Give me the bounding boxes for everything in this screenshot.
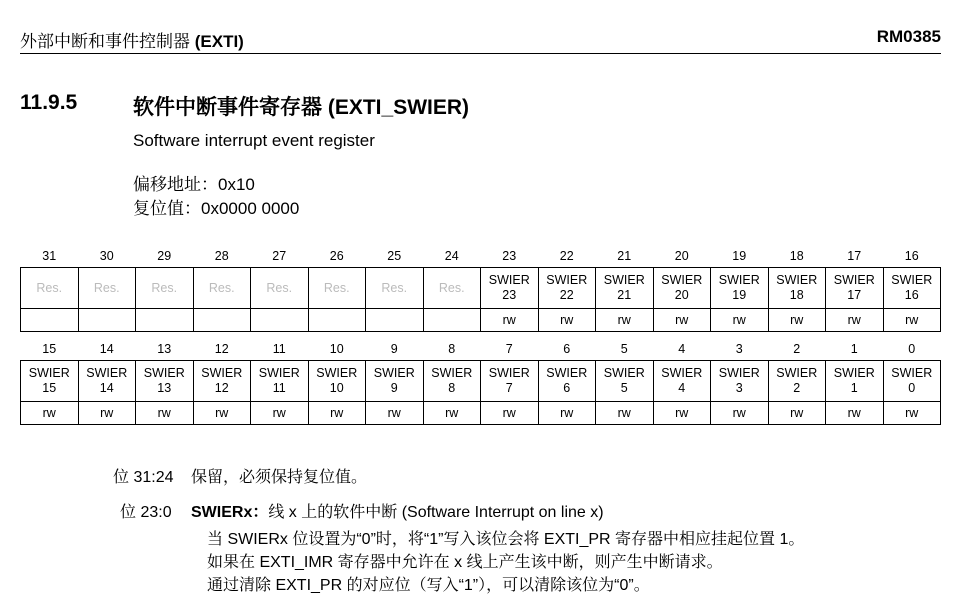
bit-field-name: SWIER bbox=[431, 366, 473, 380]
bit-field-index: 22 bbox=[559, 288, 574, 302]
bit-field-index: 11 bbox=[272, 381, 286, 395]
detail-line: 如果在 EXTI_IMR 寄存器中允许在 x 线上产生该中断，则产生中断请求。 bbox=[207, 554, 723, 571]
bit-number: 29 bbox=[157, 248, 172, 263]
access-type: rw bbox=[826, 402, 884, 425]
bit-field-cell bbox=[538, 268, 596, 309]
access-type bbox=[193, 309, 251, 332]
access-row bbox=[21, 309, 941, 332]
bit-field-name: Res. bbox=[381, 280, 408, 295]
bit-number: 12 bbox=[214, 341, 229, 356]
bit-field-cell bbox=[596, 268, 654, 309]
header-title bbox=[20, 27, 244, 52]
bit-field-name: Res. bbox=[438, 280, 465, 295]
access-type: rw bbox=[768, 309, 826, 332]
bit-number: 4 bbox=[678, 341, 686, 356]
bit-field-cell bbox=[193, 268, 251, 309]
access-type bbox=[21, 309, 79, 332]
bit-field-name: SWIER bbox=[488, 273, 530, 287]
bit-field-name: SWIER bbox=[891, 273, 933, 287]
detail-line: 通过清除 EXTI_PR 的对应位（写入“1”），可以清除该位为“0”。 bbox=[207, 577, 650, 594]
bit-number: 30 bbox=[99, 248, 114, 263]
bit-number: 9 bbox=[390, 341, 398, 356]
bit-field-name: Res. bbox=[151, 280, 178, 295]
access-row bbox=[21, 402, 941, 425]
access-type: rw bbox=[366, 402, 424, 425]
access-type: rw bbox=[883, 402, 941, 425]
bit-field-cell bbox=[768, 361, 826, 402]
access-type: rw bbox=[423, 402, 481, 425]
section-subtitle: Software interrupt event register bbox=[133, 131, 375, 150]
bit-field-index: 0 bbox=[908, 381, 916, 395]
bit-field-index: 13 bbox=[157, 381, 172, 395]
field-name-swierx: SWIERx： bbox=[191, 504, 269, 521]
doc-id: RM0385 bbox=[876, 27, 941, 46]
bit-field-name: SWIER bbox=[373, 366, 415, 380]
bit-number: 31 bbox=[42, 248, 57, 263]
bit-number: 23 bbox=[502, 248, 517, 263]
bit-field-name: Res. bbox=[93, 280, 120, 295]
bit-field-cell bbox=[78, 361, 136, 402]
header-title-code: (EXTI) bbox=[194, 32, 244, 51]
bit-field-index: 6 bbox=[563, 381, 571, 395]
bit-field-cell bbox=[366, 361, 424, 402]
bit-field-cell bbox=[21, 361, 79, 402]
access-type bbox=[308, 309, 366, 332]
field-bits-31-24: 位 31:24 bbox=[113, 469, 174, 486]
bit-field-name: Res. bbox=[323, 280, 350, 295]
bit-number: 26 bbox=[329, 248, 344, 263]
bit-field-index: 2 bbox=[793, 381, 801, 395]
bit-field-name: SWIER bbox=[316, 366, 358, 380]
access-type bbox=[251, 309, 309, 332]
bit-field-cell bbox=[423, 361, 481, 402]
bit-number: 24 bbox=[444, 248, 459, 263]
access-type: rw bbox=[193, 402, 251, 425]
bit-field-name: Res. bbox=[266, 280, 293, 295]
bit-field-cell bbox=[136, 361, 194, 402]
bit-field-index: 7 bbox=[505, 381, 513, 395]
reset-value: 复位值：0x0000 0000 bbox=[133, 199, 300, 218]
bit-field-cell bbox=[251, 268, 309, 309]
bit-field-cell bbox=[711, 268, 769, 309]
bit-number: 8 bbox=[448, 341, 456, 356]
section-title-code: (EXTI_SWIER) bbox=[327, 96, 470, 119]
bit-field-index: 14 bbox=[99, 381, 114, 395]
bit-field-cell bbox=[883, 361, 941, 402]
bit-field-cell bbox=[481, 268, 539, 309]
access-type bbox=[366, 309, 424, 332]
bit-field-index: 8 bbox=[448, 381, 456, 395]
bit-number: 17 bbox=[847, 248, 862, 263]
access-type: rw bbox=[78, 402, 136, 425]
bit-field-cell bbox=[653, 361, 711, 402]
access-type: rw bbox=[711, 402, 769, 425]
field-desc-23-0 bbox=[191, 499, 604, 522]
detail-line: 当 SWIERx 位设置为“0”时，将“1”写入该位会将 EXTI_PR 寄存器中相应挂起位置 1。 bbox=[207, 531, 805, 548]
bit-number: 20 bbox=[674, 248, 689, 263]
bit-number: 7 bbox=[505, 341, 513, 356]
access-type: rw bbox=[308, 402, 366, 425]
access-type: rw bbox=[596, 402, 654, 425]
bit-number: 0 bbox=[908, 341, 916, 356]
bit-field-name: SWIER bbox=[833, 273, 875, 287]
bit-field-name: SWIER bbox=[776, 273, 818, 287]
bit-number: 25 bbox=[387, 248, 402, 263]
access-type: rw bbox=[596, 309, 654, 332]
access-type: rw bbox=[481, 402, 539, 425]
bit-field-name: SWIER bbox=[546, 273, 588, 287]
bit-field-name: SWIER bbox=[546, 366, 588, 380]
bit-field-name: SWIER bbox=[718, 366, 760, 380]
field-name-row bbox=[21, 268, 941, 309]
register-table-upper bbox=[20, 245, 941, 332]
access-type: rw bbox=[883, 309, 941, 332]
bit-number: 10 bbox=[329, 341, 344, 356]
access-type bbox=[136, 309, 194, 332]
bit-number: 14 bbox=[99, 341, 114, 356]
field-name-row bbox=[21, 361, 941, 402]
bit-field-index: 12 bbox=[214, 381, 229, 395]
bit-number: 21 bbox=[617, 248, 632, 263]
bit-field-name: SWIER bbox=[258, 366, 300, 380]
header-divider bbox=[20, 53, 941, 54]
bit-field-cell bbox=[423, 268, 481, 309]
bit-number-row bbox=[21, 338, 941, 361]
bit-field-cell bbox=[78, 268, 136, 309]
bit-field-index: 3 bbox=[735, 381, 743, 395]
access-type: rw bbox=[538, 309, 596, 332]
bit-field-name: Res. bbox=[208, 280, 235, 295]
bit-field-name: SWIER bbox=[833, 366, 875, 380]
bit-field-cell bbox=[826, 268, 884, 309]
bit-number: 19 bbox=[732, 248, 747, 263]
access-type: rw bbox=[826, 309, 884, 332]
bit-field-cell bbox=[711, 361, 769, 402]
access-type: rw bbox=[136, 402, 194, 425]
bit-field-index: 17 bbox=[847, 288, 862, 302]
access-type: rw bbox=[538, 402, 596, 425]
access-type: rw bbox=[653, 402, 711, 425]
section-title-cn: 软件中断事件寄存器 bbox=[133, 96, 322, 119]
bit-field-cell bbox=[596, 361, 654, 402]
bit-field-name: SWIER bbox=[718, 273, 760, 287]
bit-field-name: SWIER bbox=[661, 366, 703, 380]
bit-field-index: 10 bbox=[329, 381, 344, 395]
offset-address: 偏移地址：0x10 bbox=[133, 175, 255, 194]
bit-number: 1 bbox=[850, 341, 858, 356]
bit-field-name: SWIER bbox=[603, 273, 645, 287]
access-type: rw bbox=[653, 309, 711, 332]
bit-field-name: SWIER bbox=[776, 366, 818, 380]
bit-field-name: SWIER bbox=[661, 273, 703, 287]
bit-number: 15 bbox=[42, 341, 57, 356]
section-title bbox=[133, 91, 469, 121]
bit-field-index: 23 bbox=[502, 288, 517, 302]
bit-field-cell bbox=[308, 361, 366, 402]
bit-field-cell bbox=[308, 268, 366, 309]
bit-number: 11 bbox=[272, 341, 286, 356]
bit-field-name: SWIER bbox=[143, 366, 185, 380]
bit-field-cell bbox=[481, 361, 539, 402]
bit-field-index: 5 bbox=[620, 381, 628, 395]
bit-field-cell bbox=[193, 361, 251, 402]
bit-number: 6 bbox=[563, 341, 571, 356]
access-type bbox=[78, 309, 136, 332]
field-summary: 线 x 上的软件中断 (Software Interrupt on line x) bbox=[268, 504, 604, 521]
bit-number: 3 bbox=[735, 341, 743, 356]
bit-field-cell bbox=[826, 361, 884, 402]
bit-number: 28 bbox=[214, 248, 229, 263]
header-title-cn: 外部中断和事件控制器 bbox=[20, 32, 190, 51]
bit-field-cell bbox=[768, 268, 826, 309]
bit-field-cell bbox=[538, 361, 596, 402]
bit-field-cell bbox=[21, 268, 79, 309]
bit-field-index: 19 bbox=[732, 288, 747, 302]
access-type bbox=[423, 309, 481, 332]
bit-number: 27 bbox=[272, 248, 287, 263]
bit-field-name: SWIER bbox=[86, 366, 128, 380]
bit-number: 2 bbox=[793, 341, 801, 356]
bit-field-name: SWIER bbox=[201, 366, 243, 380]
access-type: rw bbox=[481, 309, 539, 332]
bit-field-index: 21 bbox=[617, 288, 632, 302]
register-table-lower bbox=[20, 338, 941, 425]
bit-field-name: SWIER bbox=[603, 366, 645, 380]
field-desc-31-24: 保留，必须保持复位值。 bbox=[191, 469, 368, 486]
bit-field-index: 16 bbox=[904, 288, 919, 302]
bit-field-index: 1 bbox=[850, 381, 858, 395]
bit-field-cell bbox=[136, 268, 194, 309]
access-type: rw bbox=[251, 402, 309, 425]
access-type: rw bbox=[711, 309, 769, 332]
bit-field-index: 18 bbox=[789, 288, 804, 302]
bit-field-cell bbox=[883, 268, 941, 309]
access-type: rw bbox=[21, 402, 79, 425]
bit-field-index: 9 bbox=[390, 381, 398, 395]
bit-number-row bbox=[21, 245, 941, 268]
bit-number: 5 bbox=[620, 341, 628, 356]
bit-field-index: 15 bbox=[42, 381, 57, 395]
bit-number: 13 bbox=[157, 341, 172, 356]
bit-field-name: SWIER bbox=[891, 366, 933, 380]
bit-field-name: SWIER bbox=[28, 366, 70, 380]
bit-number: 22 bbox=[559, 248, 574, 263]
field-bits-23-0: 位 23:0 bbox=[120, 504, 172, 521]
bit-field-cell bbox=[251, 361, 309, 402]
bit-field-name: SWIER bbox=[488, 366, 530, 380]
bit-field-index: 20 bbox=[674, 288, 689, 302]
access-type: rw bbox=[768, 402, 826, 425]
section-number: 11.9.5 bbox=[20, 91, 78, 114]
bit-number: 18 bbox=[789, 248, 804, 263]
bit-field-index: 4 bbox=[678, 381, 686, 395]
bit-field-cell bbox=[366, 268, 424, 309]
bit-field-cell bbox=[653, 268, 711, 309]
bit-field-name: Res. bbox=[36, 280, 63, 295]
bit-number: 16 bbox=[904, 248, 919, 263]
